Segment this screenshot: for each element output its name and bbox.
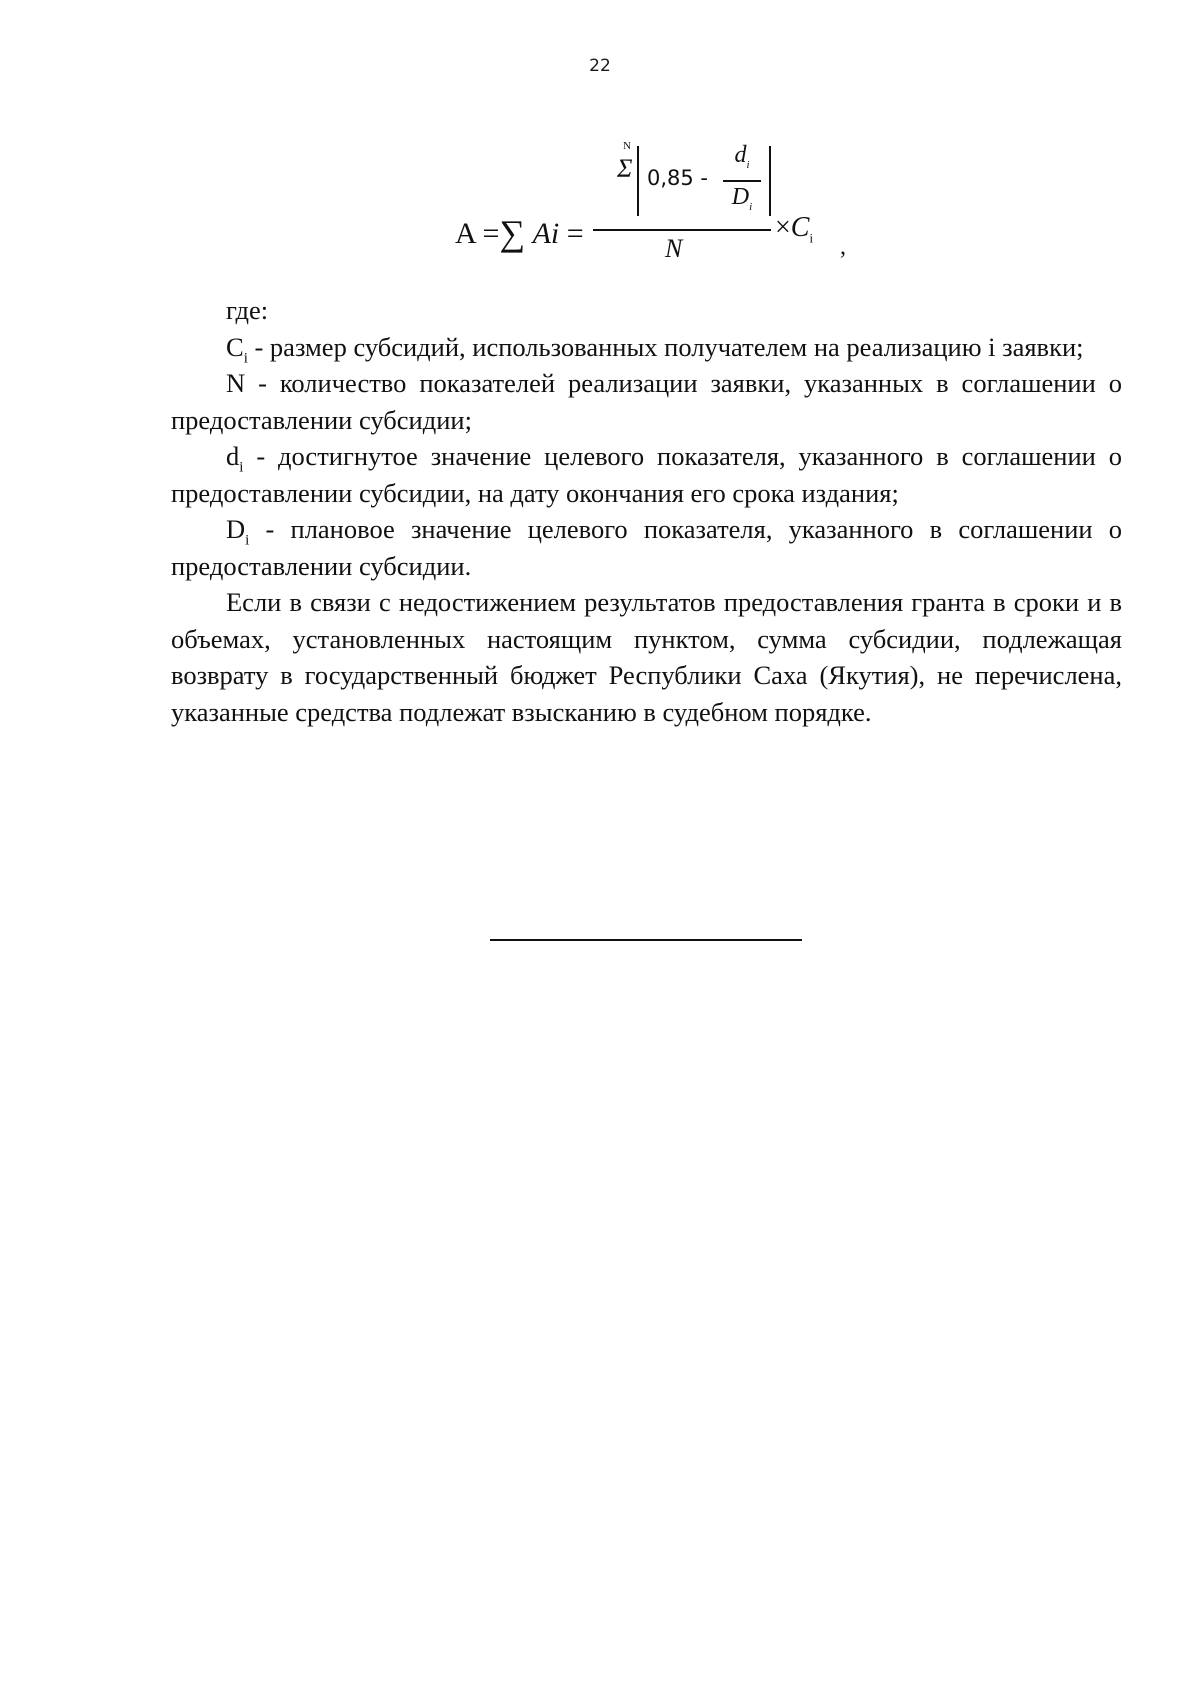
- formula-planned-value: $D_i$: [731, 183, 753, 213]
- formula-inner-fraction-bar: [723, 180, 761, 182]
- formula-equals-second: =: [566, 217, 584, 250]
- formula-c: C: [790, 212, 810, 243]
- formula-lhs: [455, 210, 584, 252]
- definition-n: N - количество показателей реализации заявки, указанных в соглашении о предоставлении субсидии;: [171, 368, 1122, 435]
- formula-numerator: [605, 140, 775, 226]
- formula-trailing-comma: ,: [840, 234, 846, 260]
- document-body: [171, 292, 1122, 730]
- symbol-ci: $C_i$: [226, 331, 248, 366]
- definition-capital-di-text: - плановое значение целевого показателя, указанного в соглашении о предоставлении субсидии.: [171, 514, 1122, 581]
- definition-di: [171, 438, 1122, 511]
- formula-inner-fraction: [723, 142, 761, 220]
- formula-achieved-value: $d_i$: [734, 142, 750, 171]
- formula-ai: Ai: [532, 217, 560, 250]
- formula-abs-left-bar: [637, 146, 639, 216]
- formula-a: A: [455, 217, 476, 250]
- definition-capital-di: [171, 511, 1122, 584]
- where-label: где:: [226, 295, 269, 325]
- definition-di-text: - достигнутое значение целевого показателя, указанного в соглашении о предоставлении субсидии, на дату окончания его срока издания;: [171, 441, 1122, 508]
- formula-multiplier: [775, 212, 813, 247]
- formula-abs-right-bar: [769, 146, 771, 216]
- end-divider-line: [490, 939, 802, 941]
- subsidy-formula: [455, 140, 855, 280]
- formula-c-subscript: i: [809, 230, 814, 246]
- formula-equals: =: [482, 217, 500, 250]
- definition-ci: [171, 329, 1122, 366]
- final-paragraph: Если в связи с недостижением результатов предоставления гранта в сроки и в объемах, установленных настоящим пунктом, сумма субсидии, подлежащая возврату в государственный бюджет Республики Саха (Якутия), не перечислена, указанные средства подлежат взысканию в судебном порядке.: [171, 587, 1122, 727]
- symbol-di: $d_i$: [226, 441, 244, 476]
- formula-times-sign: ×: [775, 212, 791, 243]
- symbol-capital-di: $D_i$: [226, 514, 250, 549]
- page-number: 22: [589, 56, 611, 76]
- formula-sum-symbol: ∑: [499, 213, 526, 253]
- formula-sum-upper-limit: N: [623, 140, 631, 152]
- formula-constant: 0,85 -: [647, 166, 709, 190]
- formula-numerator-sum: Σ: [617, 154, 633, 183]
- definition-ci-text: - размер субсидий, использованных получателем на реализацию i заявки;: [247, 331, 1084, 362]
- formula-fraction-bar: [593, 229, 771, 231]
- formula-denominator: N: [665, 234, 683, 263]
